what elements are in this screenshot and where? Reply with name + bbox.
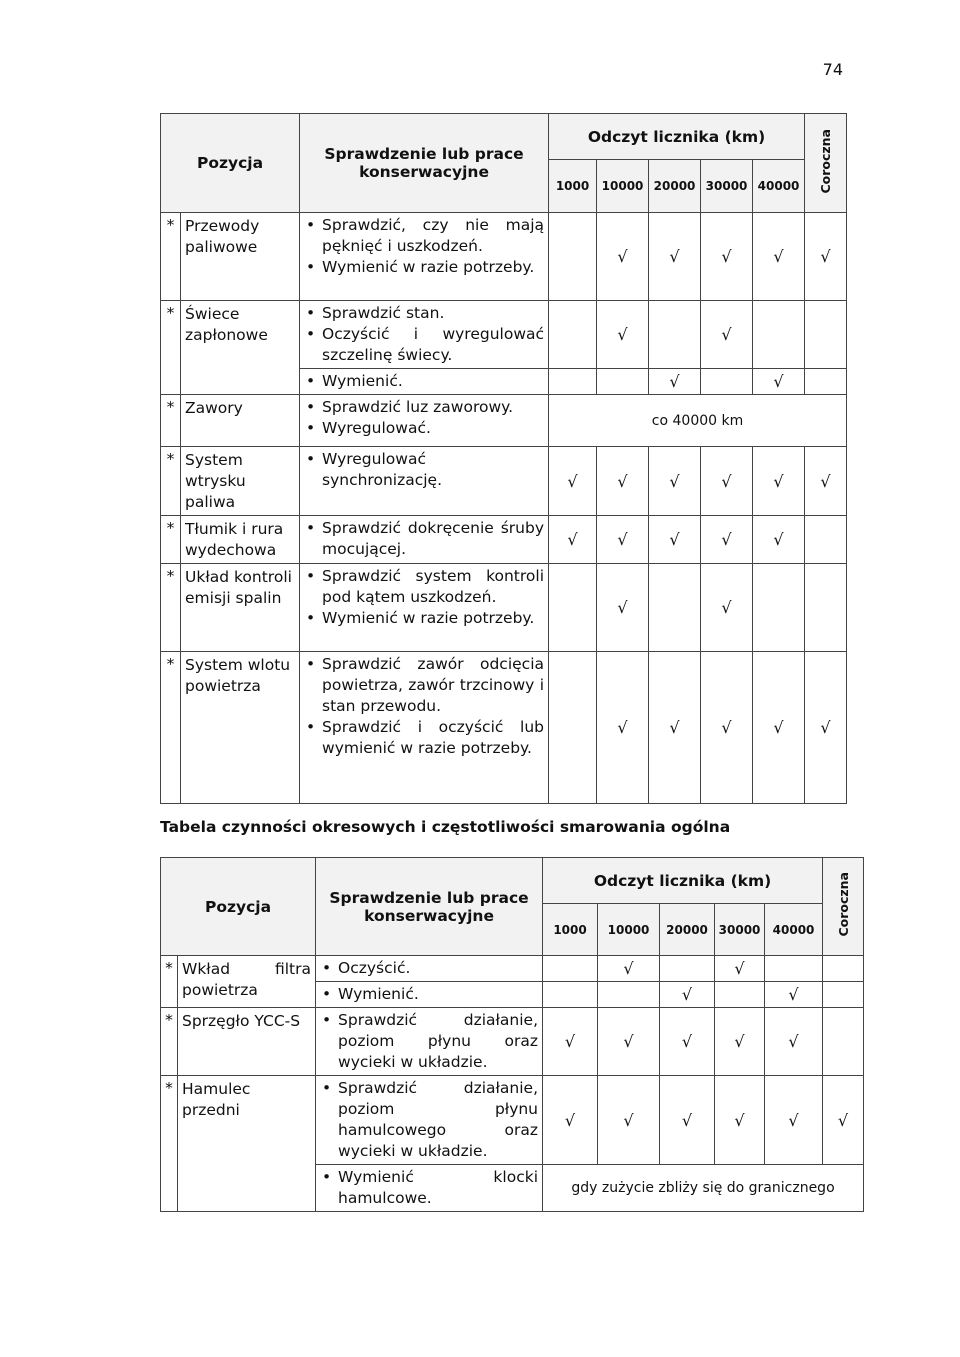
row-position: Tłumik i rura wydechowa bbox=[181, 516, 300, 564]
work-item: • Sprawdzić system kontroli pod kątem uszkodzeń. bbox=[304, 566, 544, 608]
check-mark: √ bbox=[549, 447, 597, 516]
header-km: 1000 bbox=[549, 160, 597, 213]
check-mark: √ bbox=[597, 213, 649, 301]
check-mark: √ bbox=[597, 564, 649, 652]
table-row bbox=[161, 301, 847, 369]
check-mark: √ bbox=[701, 447, 753, 516]
check-mark: √ bbox=[715, 1076, 765, 1165]
check-mark: √ bbox=[701, 213, 753, 301]
header-km: 40000 bbox=[753, 160, 805, 213]
table-row bbox=[161, 395, 847, 447]
check-mark: √ bbox=[765, 1008, 823, 1076]
row-position: Sprzęgło YCC-S bbox=[178, 1008, 316, 1076]
check-mark: √ bbox=[753, 652, 805, 804]
maintenance-table-1 bbox=[160, 113, 847, 804]
check-mark: √ bbox=[543, 1076, 598, 1165]
check-mark: √ bbox=[753, 213, 805, 301]
work-item: • Sprawdzić zawór odcięcia powietrza, zawór trzcinowy i stan przewodu. bbox=[304, 654, 544, 717]
check-mark: √ bbox=[598, 956, 660, 982]
header-annual-label: Coroczna bbox=[818, 128, 834, 194]
check-mark: √ bbox=[549, 516, 597, 564]
table-row bbox=[161, 213, 847, 301]
check-mark: √ bbox=[765, 1076, 823, 1165]
interval-note: co 40000 km bbox=[549, 395, 847, 447]
table-row bbox=[161, 956, 864, 982]
page-number: 74 bbox=[822, 60, 843, 79]
check-mark: √ bbox=[649, 652, 701, 804]
row-position: Zawory bbox=[181, 395, 300, 447]
header-odometer: Odczyt licznika (km) bbox=[543, 858, 823, 904]
star-marker: * bbox=[161, 956, 178, 1008]
table-row bbox=[161, 652, 847, 804]
table-row bbox=[161, 516, 847, 564]
check-mark: √ bbox=[598, 1008, 660, 1076]
header-km: 20000 bbox=[660, 904, 715, 956]
check-mark: √ bbox=[597, 516, 649, 564]
header-km: 10000 bbox=[598, 904, 660, 956]
work-item: • Oczyścić. bbox=[320, 958, 538, 979]
check-mark: √ bbox=[805, 447, 847, 516]
check-mark: √ bbox=[597, 652, 649, 804]
row-position: Świece zapłonowe bbox=[181, 301, 300, 395]
header-km: 20000 bbox=[649, 160, 701, 213]
table-row bbox=[161, 564, 847, 652]
work-item: • Wymienić w razie potrzeby. bbox=[304, 608, 544, 629]
work-item: • Sprawdzić i oczyścić lub wymienić w razie potrzeby. bbox=[304, 717, 544, 759]
header-km: 1000 bbox=[543, 904, 598, 956]
header-annual-label: Coroczna bbox=[835, 872, 851, 937]
star-marker: * bbox=[161, 564, 181, 652]
row-position: Hamulec przedni bbox=[178, 1076, 316, 1212]
header-km: 30000 bbox=[701, 160, 753, 213]
header-odometer: Odczyt licznika (km) bbox=[549, 114, 805, 160]
header-annual bbox=[823, 858, 864, 956]
work-item: • Wymienić. bbox=[304, 371, 544, 392]
check-mark: √ bbox=[597, 447, 649, 516]
header-position: Pozycja bbox=[161, 114, 300, 213]
check-mark: √ bbox=[660, 982, 715, 1008]
work-item: • Sprawdzić stan. bbox=[304, 303, 544, 324]
header-work: Sprawdzenie lub prace konserwacyjne bbox=[300, 114, 549, 213]
star-marker: * bbox=[161, 1008, 178, 1076]
header-annual bbox=[805, 114, 847, 213]
check-mark: √ bbox=[543, 1008, 598, 1076]
check-mark: √ bbox=[649, 369, 701, 395]
work-item: • Sprawdzić działanie, poziom płynu hamulcowego oraz wycieki w układzie. bbox=[320, 1078, 538, 1162]
row-position: System wlotu powietrza bbox=[181, 652, 300, 804]
check-mark: √ bbox=[660, 1076, 715, 1165]
work-item: • Wyregulować synchronizację. bbox=[304, 449, 544, 491]
work-item: • Sprawdzić dokręcenie śruby mocującej. bbox=[304, 518, 544, 560]
check-mark: √ bbox=[753, 369, 805, 395]
check-mark: √ bbox=[649, 213, 701, 301]
work-item: • Oczyścić i wyregulować szczelinę świecy. bbox=[304, 324, 544, 366]
check-mark: √ bbox=[805, 213, 847, 301]
check-mark: √ bbox=[701, 564, 753, 652]
header-km: 10000 bbox=[597, 160, 649, 213]
work-item: • Wymienić. bbox=[320, 984, 538, 1005]
check-mark: √ bbox=[598, 1076, 660, 1165]
check-mark: √ bbox=[701, 652, 753, 804]
interval-note: gdy zużycie zbliży się do granicznego bbox=[543, 1165, 864, 1212]
check-mark: √ bbox=[649, 447, 701, 516]
star-marker: * bbox=[161, 395, 181, 447]
star-marker: * bbox=[161, 213, 181, 301]
check-mark: √ bbox=[701, 516, 753, 564]
work-item: • Sprawdzić działanie, poziom płynu oraz wycieki w układzie. bbox=[320, 1010, 538, 1073]
check-mark: √ bbox=[715, 956, 765, 982]
check-mark: √ bbox=[597, 301, 649, 369]
table-row bbox=[161, 447, 847, 516]
work-item: • Sprawdzić, czy nie mają pęknięć i uszkodzeń. bbox=[304, 215, 544, 257]
star-marker: * bbox=[161, 516, 181, 564]
section-title: Tabela czynności okresowych i częstotliwości smarowania ogólna bbox=[160, 818, 731, 836]
work-item: • Wymienić w razie potrzeby. bbox=[304, 257, 544, 278]
row-position: System wtrysku paliwa bbox=[181, 447, 300, 516]
row-position: Wkład filtra powietrza bbox=[178, 956, 316, 1008]
work-item: • Sprawdzić luz zaworowy. bbox=[304, 397, 544, 418]
header-position: Pozycja bbox=[161, 858, 316, 956]
row-position: Przewody paliwowe bbox=[181, 213, 300, 301]
check-mark: √ bbox=[823, 1076, 864, 1165]
header-km: 30000 bbox=[715, 904, 765, 956]
star-marker: * bbox=[161, 301, 181, 395]
star-marker: * bbox=[161, 652, 181, 804]
row-position: Układ kontroli emisji spalin bbox=[181, 564, 300, 652]
check-mark: √ bbox=[753, 516, 805, 564]
table-row bbox=[161, 1008, 864, 1076]
check-mark: √ bbox=[660, 1008, 715, 1076]
check-mark: √ bbox=[649, 516, 701, 564]
check-mark: √ bbox=[715, 1008, 765, 1076]
check-mark: √ bbox=[805, 652, 847, 804]
table-row bbox=[161, 1076, 864, 1165]
work-item: • Wymienić klocki hamulcowe. bbox=[320, 1167, 538, 1209]
check-mark: √ bbox=[701, 301, 753, 369]
maintenance-table-2 bbox=[160, 857, 864, 1212]
header-km: 40000 bbox=[765, 904, 823, 956]
check-mark: √ bbox=[753, 447, 805, 516]
header-work: Sprawdzenie lub prace konserwacyjne bbox=[316, 858, 543, 956]
work-item: • Wyregulować. bbox=[304, 418, 544, 439]
star-marker: * bbox=[161, 1076, 178, 1212]
check-mark: √ bbox=[765, 982, 823, 1008]
star-marker: * bbox=[161, 447, 181, 516]
